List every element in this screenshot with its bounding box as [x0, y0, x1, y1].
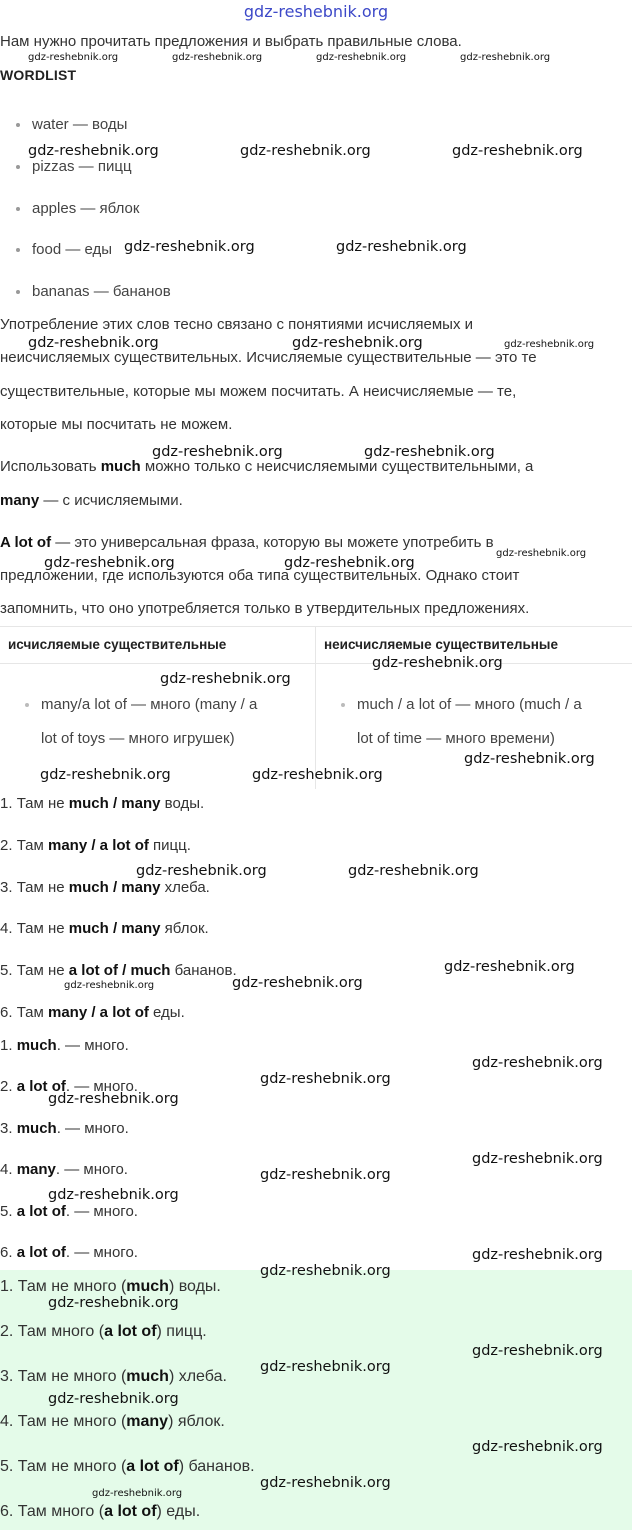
- watermark: gdz-reshebnik.org: [460, 52, 551, 63]
- watermark: gdz-reshebnik.org: [472, 1247, 603, 1263]
- explanation-line: существительные, которые мы можем посчитать. А неисчисляемые — те,: [0, 383, 517, 400]
- watermark: gdz-reshebnik.org: [472, 1439, 603, 1455]
- table-cell-countable: lot of toys — много игрушек): [41, 730, 235, 747]
- exercise-item: 3. Там не much / many хлеба.: [0, 879, 210, 896]
- exercise-item: 2. Там many / a lot of пицц.: [0, 837, 191, 854]
- watermark: gdz-reshebnik.org: [48, 1295, 179, 1311]
- translation-item: 6. Там много (a lot of) еды.: [0, 1503, 201, 1520]
- translation-item: 5. Там не много (a lot of) бананов.: [0, 1458, 255, 1475]
- watermark: gdz-reshebnik.org: [136, 863, 267, 879]
- explanation-line: которые мы посчитать не можем.: [0, 416, 233, 433]
- watermark: gdz-reshebnik.org: [260, 1359, 391, 1375]
- intro-text: Нам нужно прочитать предложения и выбрать правильные слова.: [0, 33, 462, 50]
- exercise-item: 1. Там не much / many воды.: [0, 795, 205, 812]
- watermark: gdz-reshebnik.org: [452, 143, 583, 159]
- watermark: gdz-reshebnik.org: [28, 52, 119, 63]
- wordlist-item: pizzas — пицц: [16, 158, 132, 175]
- translation-item: 4. Там не много (many) яблок.: [0, 1413, 225, 1430]
- watermark: gdz-reshebnik.org: [464, 751, 595, 767]
- watermark: gdz-reshebnik.org: [172, 52, 263, 63]
- watermark: gdz-reshebnik.org: [260, 1071, 391, 1087]
- watermark: gdz-reshebnik.org: [316, 52, 407, 63]
- watermark: gdz-reshebnik.org: [372, 655, 503, 671]
- watermark: gdz-reshebnik.org: [124, 239, 255, 255]
- watermark: gdz-reshebnik.org: [260, 1167, 391, 1183]
- watermark: gdz-reshebnik.org: [472, 1343, 603, 1359]
- bullet-icon: [16, 248, 20, 252]
- watermark: gdz-reshebnik.org: [284, 555, 415, 571]
- much-rule: Использовать much можно только с неисчисляемыми существительными, а: [0, 458, 534, 475]
- explanation-line: неисчисляемых существительных. Исчисляемые существительные — это те: [0, 349, 537, 366]
- watermark: gdz-reshebnik.org: [240, 143, 371, 159]
- exercise-item: 5. Там не a lot of / much бананов.: [0, 962, 237, 979]
- table-cell-uncountable: lot of time — много времени): [357, 730, 555, 747]
- answer-item: 5. a lot of. — много.: [0, 1203, 138, 1220]
- translation-item: 1. Там не много (much) воды.: [0, 1278, 221, 1295]
- watermark: gdz-reshebnik.org: [252, 767, 383, 783]
- watermark: gdz-reshebnik.org: [292, 335, 423, 351]
- bullet-icon: [25, 703, 29, 707]
- alot-rule-line3: запомнить, что оно употребляется только в утвердительных предложениях.: [0, 600, 530, 617]
- exercise-item: 6. Там many / a lot of еды.: [0, 1004, 185, 1021]
- watermark: gdz-reshebnik.org: [64, 980, 155, 991]
- alot-rule: A lot of — это универсальная фраза, которую вы можете употребить в: [0, 534, 494, 551]
- countable-header: исчисляемые существительные: [0, 627, 315, 664]
- explanation-line: Употребление этих слов тесно связано с понятиями исчисляемых и: [0, 316, 474, 333]
- bullet-icon: [16, 123, 20, 127]
- watermark: gdz-reshebnik.org: [28, 143, 159, 159]
- answer-item: 1. much. — много.: [0, 1037, 129, 1054]
- watermark: gdz-reshebnik.org: [348, 863, 479, 879]
- answer-item: 4. many. — много.: [0, 1161, 128, 1178]
- translation-item: 3. Там не много (much) хлеба.: [0, 1368, 227, 1385]
- watermark: gdz-reshebnik.org: [260, 1475, 391, 1491]
- watermark: gdz-reshebnik.org: [160, 671, 291, 687]
- watermark: gdz-reshebnik.org: [472, 1151, 603, 1167]
- watermark: gdz-reshebnik.org: [92, 1488, 183, 1499]
- site-watermark-top: gdz-reshebnik.org: [243, 2, 389, 21]
- bullet-icon: [16, 290, 20, 294]
- watermark: gdz-reshebnik.org: [48, 1091, 179, 1107]
- answer-item: 2. a lot of. — много.: [0, 1078, 138, 1095]
- translation-item: 2. Там много (a lot of) пицц.: [0, 1323, 207, 1340]
- uncountable-header: неисчисляемые существительные: [316, 627, 632, 664]
- wordlist-item: bananas — бананов: [16, 283, 171, 300]
- watermark: gdz-reshebnik.org: [152, 444, 283, 460]
- alot-rule-line2: предложении, где используются оба типа существительных. Однако стоит: [0, 567, 520, 584]
- bullet-icon: [341, 703, 345, 707]
- watermark: gdz-reshebnik.org: [48, 1391, 179, 1407]
- wordlist-item: food — еды: [16, 241, 112, 258]
- answer-item: 6. a lot of. — много.: [0, 1244, 138, 1261]
- watermark: gdz-reshebnik.org: [472, 1055, 603, 1071]
- many-rule: many — с исчисляемыми.: [0, 492, 183, 509]
- wordlist-item: water — воды: [16, 116, 127, 133]
- watermark: gdz-reshebnik.org: [496, 548, 587, 559]
- bullet-icon: [16, 165, 20, 169]
- watermark: gdz-reshebnik.org: [28, 335, 159, 351]
- table-cell-uncountable: much / a lot of — много (much / a: [357, 696, 582, 713]
- watermark: gdz-reshebnik.org: [444, 959, 575, 975]
- watermark: gdz-reshebnik.org: [48, 1187, 179, 1203]
- watermark: gdz-reshebnik.org: [260, 1263, 391, 1279]
- watermark: gdz-reshebnik.org: [44, 555, 175, 571]
- watermark: gdz-reshebnik.org: [504, 339, 595, 350]
- bullet-icon: [16, 207, 20, 211]
- wordlist-heading: WORDLIST: [0, 67, 77, 83]
- table-cell-countable: many/a lot of — много (many / a: [41, 696, 258, 713]
- watermark: gdz-reshebnik.org: [40, 767, 171, 783]
- watermark: gdz-reshebnik.org: [232, 975, 363, 991]
- wordlist-item: apples — яблок: [16, 200, 139, 217]
- answer-item: 3. much. — много.: [0, 1120, 129, 1137]
- watermark: gdz-reshebnik.org: [336, 239, 467, 255]
- exercise-item: 4. Там не much / many яблок.: [0, 920, 209, 937]
- watermark: gdz-reshebnik.org: [364, 444, 495, 460]
